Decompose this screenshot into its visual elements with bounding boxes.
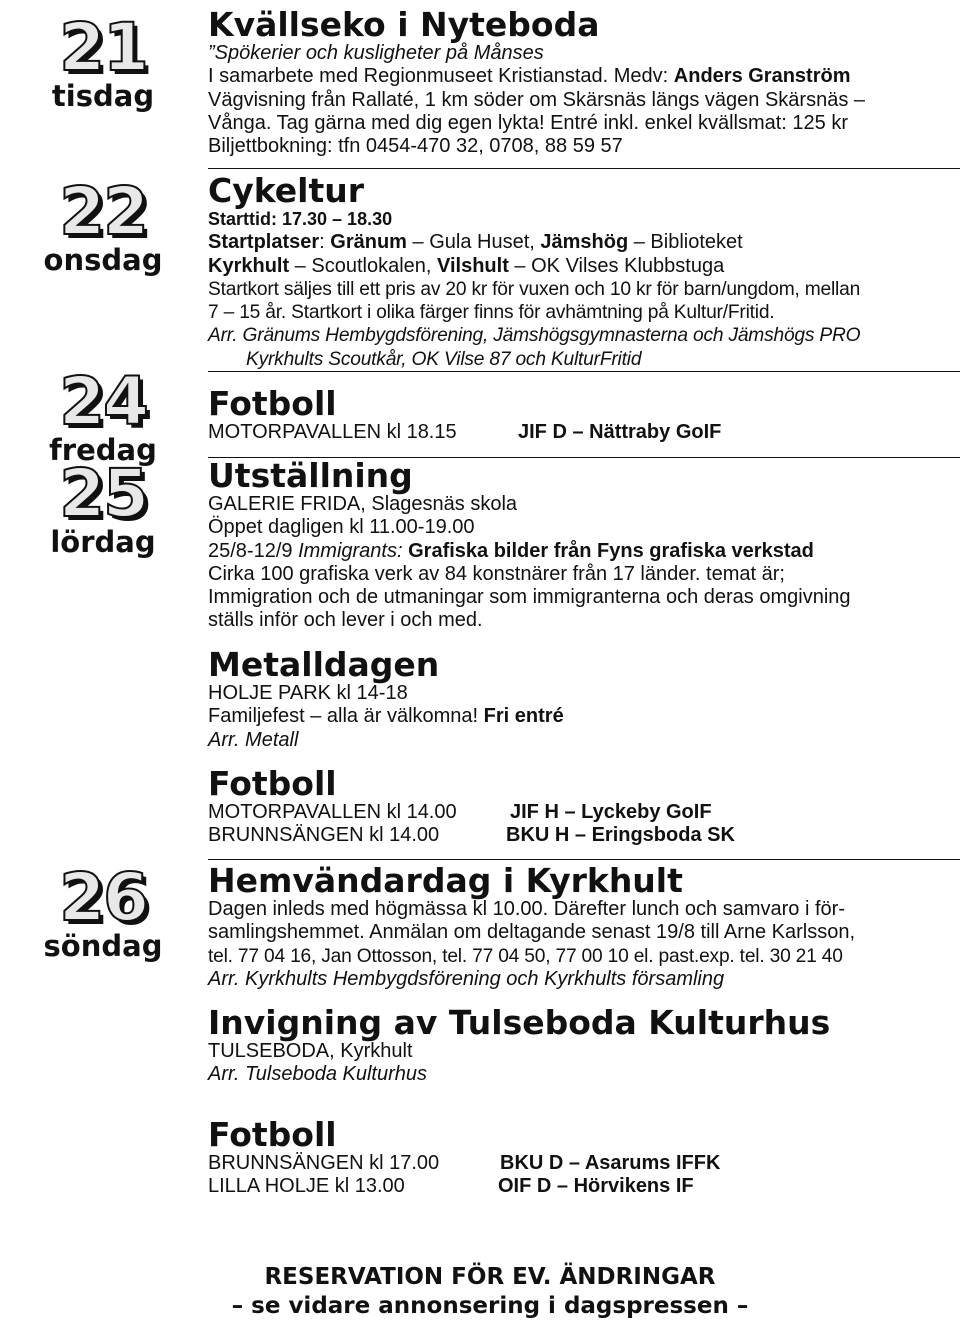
event-title: Fotboll [208,764,337,803]
match-line: BRUNNSÄNGEN kl 17.00 BKU D – Asarums IFFK [208,1152,721,1174]
event-title: Invigning av Tulseboda Kulturhus [208,1003,831,1042]
day-name: fredag [49,433,157,467]
divider [208,859,960,860]
event-line: Dagen inleds med högmässa kl 10.00. Därefter lunch och samvaro i för- [208,898,845,920]
event-title: Kvällseko i Nyteboda [208,5,600,44]
day-number: 22 [59,173,147,250]
day-number: 21 [59,9,147,86]
event-fotboll-fredag [208,384,960,444]
event-title: Fotboll [208,1115,337,1154]
event-line: Kyrkhult – Scoutlokalen, Vilshult – OK Vilses Klubbstuga [208,254,725,277]
event-line: I samarbete med Regionmuseet Kristianstad. Medv: Anders Granström [208,65,851,88]
day-25 [22,455,184,559]
event-title: Utställning [208,456,413,495]
event-starttid: Starttid: 17.30 – 18.30 [208,209,393,229]
event-fotboll-sondag [208,1115,960,1199]
event-hemvandardag [208,861,960,991]
event-arr: Arr. Metall [208,728,299,751]
day-24 [22,363,184,467]
event-arr: Arr. Gränums Hembygdsförening, Jämshögsgymnasterna och Jämshögs PRO [208,325,861,347]
event-line: Immigration och de utmaningar som immigranterna och deras omgivning [208,586,851,609]
event-line: Biljettbokning: tfn 0454-470 32, 0708, 88 59 57 [208,135,623,158]
day-number: 25 [59,455,147,532]
event-arr: Arr. Tulseboda Kulturhus [208,1063,427,1086]
event-line: GALERIE FRIDA, Slagesnäs skola [208,493,518,515]
event-title: Hemvändardag i Kyrkhult [208,861,683,900]
match-line: MOTORPAVALLEN kl 18.15 JIF D – Nättraby GoIF [208,421,722,443]
day-22 [22,173,184,277]
event-arr: Kyrkhults Scoutkår, OK Vilse 87 och KulturFritid [246,348,642,370]
event-title: Fotboll [208,384,337,423]
match-line: BRUNNSÄNGEN kl 14.00 BKU H – Eringsboda SK [208,824,735,847]
event-line: 25/8-12/9 Immigrants: Grafiska bilder från Fyns grafiska verkstad [208,539,814,562]
event-metalldagen [208,645,960,752]
divider [208,371,960,372]
day-name: lördag [50,525,156,559]
event-line: Vånga. Tag gärna med dig egen lykta! Entré inkl. enkel kvällsmat: 125 kr [208,111,848,134]
day-26 [22,859,184,963]
divider [208,168,960,169]
event-line: Öppet dagligen kl 11.00-19.00 [208,516,475,539]
event-line: Cirka 100 grafiska verk av 84 konstnärer från 17 länder. temat är; [208,562,785,585]
event-line: Startplatser: Gränum – Gula Huset, Jämshög – Biblioteket [208,231,743,254]
event-invigning [208,1003,960,1087]
event-line: HOLJE PARK kl 14-18 [208,682,408,704]
event-title: Metalldagen [208,645,440,684]
event-arr: Arr. Kyrkhults Hembygdsförening och Kyrkhults församling [208,967,725,990]
event-line: TULSEBODA, Kyrkhult [208,1040,413,1062]
event-line: ställs inför och lever i och med. [208,609,483,632]
event-fotboll-lordag [208,764,960,848]
event-line: 7 – 15 år. Startkort i olika färger finns för avhämtning på Kultur/Fritid. [208,302,775,324]
event-utstallning [208,456,960,633]
event-line: tel. 77 04 16, Jan Ottosson, tel. 77 04 50, 77 00 10 el. past.exp. tel. 30 21 40 [208,945,843,967]
footer-reservation: RESERVATION FÖR EV. ÄNDRINGAR [264,1264,716,1290]
event-kvallseko [208,5,960,158]
day-21 [22,9,184,113]
event-title: Cykeltur [208,171,365,210]
footer-note: – se vidare annonsering i dagspressen – [231,1293,749,1319]
event-cykeltur [208,171,960,371]
day-name: onsdag [43,243,163,277]
event-line: Vägvisning från Rallaté, 1 km söder om Skärsnäs längs vägen Skärsnäs – [208,88,866,111]
event-line: Startkort säljes till ett pris av 20 kr för vuxen och 10 kr för barn/ungdom, mellan [208,278,861,300]
event-line: samlingshemmet. Anmälan om deltagande senast 19/8 till Arne Karlsson, [208,921,856,944]
event-line: Familjefest – alla är välkomna! Fri entré [208,705,564,728]
day-number: 26 [59,859,147,936]
event-subtitle: ”Spökerier och kusligheter på Månses [208,42,544,64]
day-name: tisdag [51,79,155,113]
match-line: MOTORPAVALLEN kl 14.00 JIF H – Lyckeby GoIF [208,801,712,823]
day-number: 24 [59,363,147,440]
match-line: LILLA HOLJE kl 13.00 OIF D – Hörvikens IF [208,1175,694,1198]
day-name: söndag [43,929,163,963]
